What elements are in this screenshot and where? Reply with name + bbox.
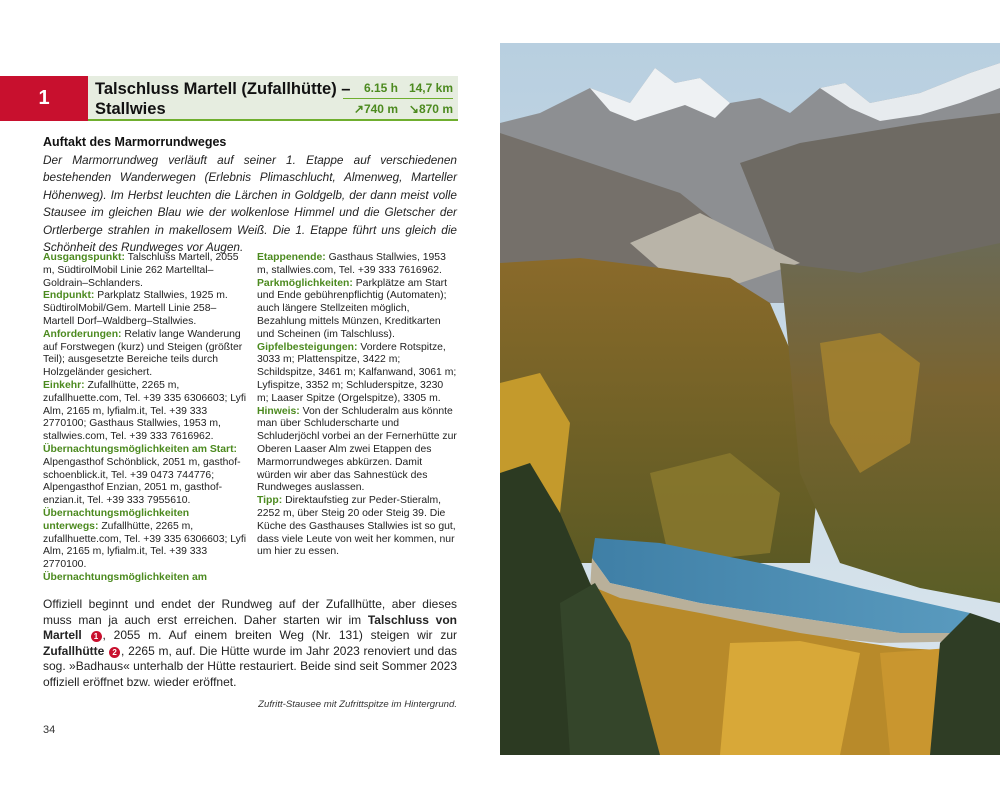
right-info-block [257,495,457,559]
distance-value: 14,7 km [408,81,453,95]
left-info-block [43,380,247,444]
info-column-right [257,252,457,559]
left-info-block [43,508,247,572]
stage-stats [343,80,453,118]
right-info-block [257,342,457,406]
left-info-block [43,572,247,585]
info-text: Parkplatz Stallwies, 1925 m. SüdtirolMobil/Gem. Martell Linie 258–Martell Dorf–Waldberg–Stallwies. [43,290,228,327]
info-label: Übernachtungsmöglichkeiten am Start: [43,443,237,455]
stage-title [95,79,350,119]
stage-number-badge [0,76,88,121]
stage-title-box [88,76,458,121]
info-label: Hinweis: [257,405,300,417]
info-text: Relativ lange Wanderung auf Forstwegen (kurz) und Steigen (größter Teil); ausgesetzte Bereiche teils durch Holzgeländer gesichert. [43,328,243,379]
info-text: Zufallhütte, 2265 m, zufallhuette.com, Tel. +39 335 6306603; Lyfi Alm, 2165 m, lyfialm.it, Tel. +39 333 2770100; Gasthaus Stallwies, 1953 m, stallwies.com, Tel. +39 333 7616962. [43,379,247,443]
body-part2: , 2055 m. Auf einem breiten Weg (Nr. 131) steigen wir zur [102,628,457,643]
right-info-block [257,278,457,342]
place-talschluss: Talschluss von Martell [43,612,457,643]
info-text: Alpengasthof Schönblick, 2051 m, gasthof-schoenblick.it, Tel. +39 0473 744776; Alpengasthof Enzian, 2051 m, gasthof-enzian.it, Tel. +39 333 7955610. [43,456,241,507]
page-number: 34 [43,724,56,736]
info-text: Parkplätze am Start und Ende gebührenpflichtig (Automaten); auch längere Stellzeiten möglich, Bezahlung mittels Münzen, Kreditkarten und Scheinen (im Talschluss). [257,277,447,340]
info-column-left [43,252,247,585]
place-zufallhuette: Zufallhütte [43,643,105,658]
info-text: Gasthaus Stallwies, 1953 m, stallwies.com, Tel. +39 333 7616962. [257,252,446,276]
left-info-block [43,252,247,290]
intro-heading: Auftakt des Marmorrundweges [43,135,227,149]
info-label: Etappenende: [257,252,326,263]
body-part3: , 2265 m, auf. Die Hütte wurde im Jahr 2023 renoviert und das sog. »Badhaus« unterhalb der Hütte restauriert. Beide sind seit Sommer 2023 offiziell eröffnet bzw. wieder eröffnet. [43,643,458,689]
left-info-block [43,444,247,508]
right-info-block [257,406,457,496]
info-label: Endpunkt: [43,290,95,302]
photo-caption: Zufritt-Stausee mit Zufrittspitze im Hintergrund. [258,699,457,710]
info-label: Übernachtungsmöglichkeiten unterwegs: [43,507,190,532]
duration-value: 6.15 h [363,81,398,95]
stage-title-line1: Talschluss Martell (Zufallhütte) – [95,80,351,98]
info-text: Direktaufstieg zur Peder-Stieralm, 2252 m, über Steig 20 oder Steig 39. Die Küche des Gasthauses Stallwies ist so gut, dass viele Leute von weit her kommen, nur um hier zu essen. [257,495,456,558]
info-label: Übernachtungsmöglichkeiten am [43,571,207,583]
left-info-block [43,329,247,380]
info-label: Parkmöglichkeiten: [257,277,353,289]
stage-number: 1 [38,87,50,109]
left-info-block [43,290,247,328]
right-info-block [257,252,457,278]
map-marker-2: 2 [109,647,120,658]
info-label: Tipp: [257,495,283,507]
body-part1: Offiziell beginnt und endet der Rundweg auf der Zufallhütte, aber dieses muss man ja auch erst erreichen. Daher starten wir im [43,597,457,627]
info-label: Gipfelbesteigungen: [257,341,358,353]
map-marker-1: 1 [91,631,102,642]
info-label: Einkehr: [43,379,85,391]
info-label: Ausgangspunkt: [43,252,125,263]
info-text: Talschluss Martell, 2055 m, SüdtirolMobil Linie 262 Martelltal–Goldrain–Schlanders. [43,252,239,289]
info-text: Von der Schluderalm aus könnte man über Schluderscharte und Schluderjöchl vorbei an der Fernerhütte zur Oberen Laaser Alm zwei Etappen des Marmorrundweges abkürzen. Damit würden wir aber das Sahnestück des Rundweges auslassen. [257,405,457,494]
ascent-value: ↗740 m [353,102,398,116]
body-text [43,597,457,691]
stage-title-line2: Stallwies [95,100,166,118]
info-text: Zufallhütte, 2265 m, zufallhuette.com, Tel. +39 335 6306603; Lyfi Alm, 2165 m, lyfialm.it, Tel. +39 333 2770100. [43,520,247,571]
info-text: Vordere Rotspitze, 3033 m; Plattenspitze, 3422 m; Schildspitze, 3461 m; Kalfanwand, 3061 m; Lyfispitze, 3352 m; Schluderspitze, 3230 m; Laaser Spitze (Orgelspitze), 3305 m. [257,341,457,404]
landscape-photo [500,43,1000,755]
info-label: Anforderungen: [43,328,122,340]
mountain-lake-image [500,43,1000,755]
descent-value: ↘870 m [408,102,453,116]
intro-text: Der Marmorrundweg verläuft auf seiner 1. Etappe auf verschiedenen bestehenden Wanderwegen (Erlebnis Plimaschlucht, Almenweg, Marteller Höhenweg). Im Herbst leuchten die Lärchen in Goldgelb, der dann meist volle Stausee im gleichen Blau wie der wolkenlose Himmel und die Gletscher der Ortlerberge strahlen in makellosem Weiß. Die 1. Etappe führt uns gleich die Schönheit des Rundweges vor Augen. [43,153,457,255]
